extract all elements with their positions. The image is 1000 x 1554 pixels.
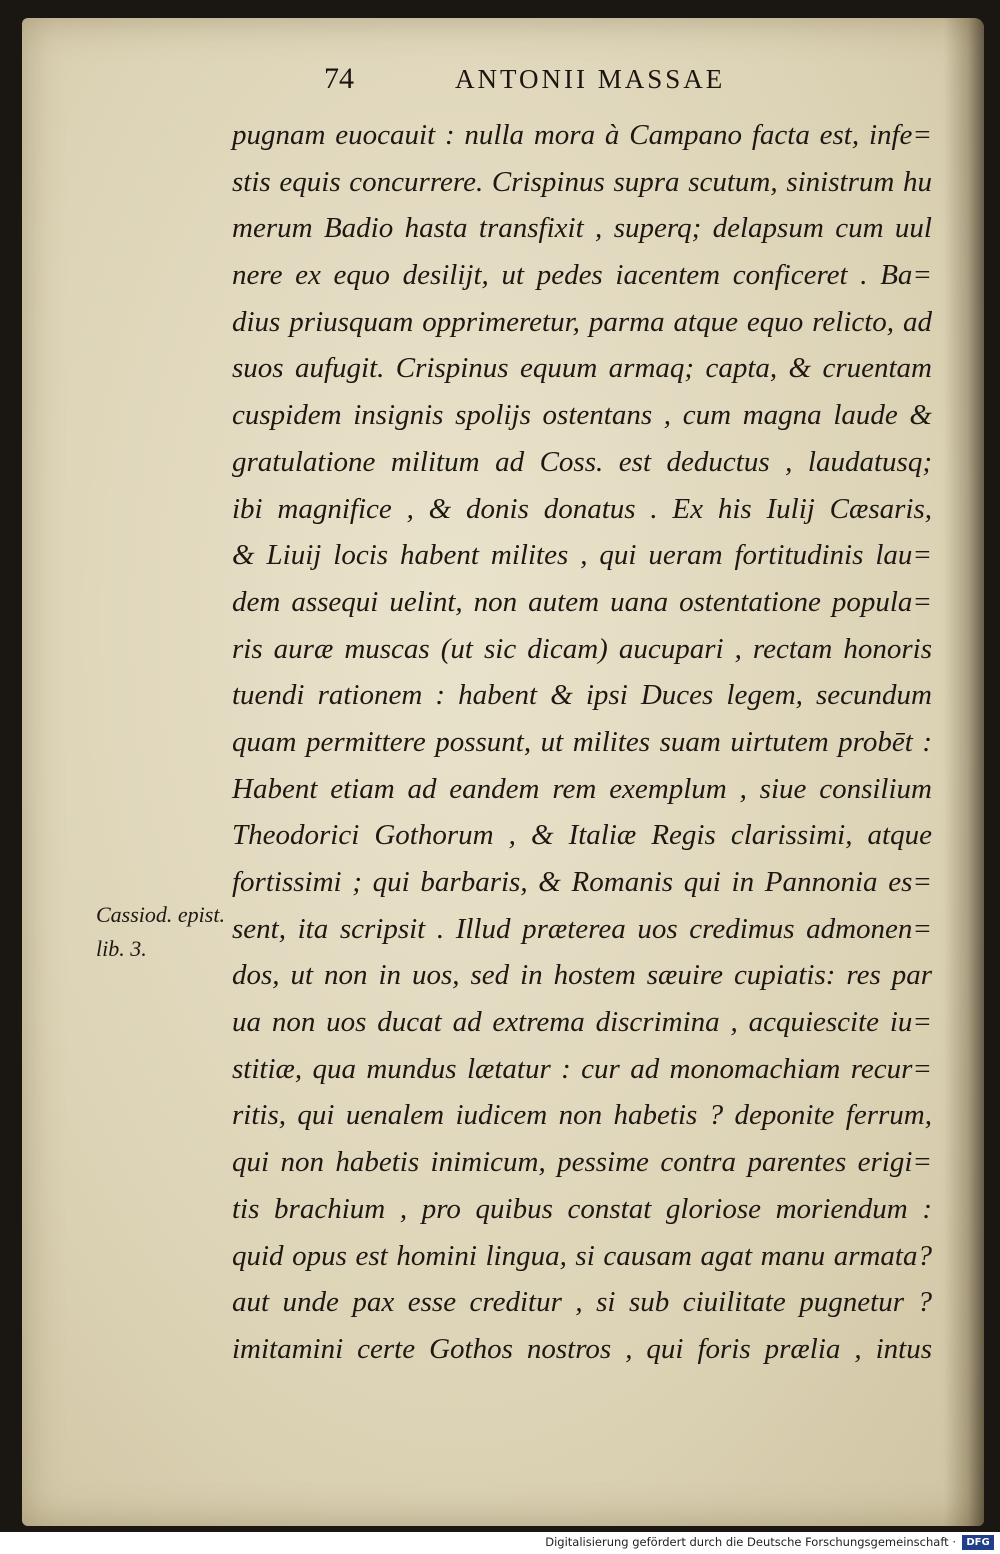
body-text xyxy=(232,112,932,1373)
text-line: merum Badio hasta transfixit , superq; delapsum cum uul xyxy=(232,212,932,245)
text-line: imitamini certe Gothos nostros , qui foris prælia , intus xyxy=(232,1332,932,1365)
text-line: tis brachium , pro quibus constat gloriose moriendum : xyxy=(232,1192,932,1225)
text-line: Theodorici Gothorum , & Italiæ Regis clarissimi, atque xyxy=(232,819,932,852)
marginal-note-line: Cassiod. epist. xyxy=(96,902,225,927)
text-line: stis equis concurrere. Crispinus supra scutum, sinistrum hu xyxy=(232,165,932,198)
text-line: ris auræ muscas (ut sic dicam) aucupari , rectam honoris xyxy=(232,632,932,665)
text-line: stitiæ, qua mundus lætatur : cur ad monomachiam recur= xyxy=(232,1052,932,1085)
text-line: dem assequi uelint, non autem uana ostentatione popula= xyxy=(232,585,932,618)
text-line: Habent etiam ad eandem rem exemplum , siue consilium xyxy=(232,772,932,805)
text-line: gratulatione militum ad Coss. est deductus , laudatusq; xyxy=(232,445,932,478)
funding-credit: Digitalisierung gefördert durch die Deutsche Forschungsgemeinschaft · xyxy=(545,1535,956,1549)
text-line: pugnam euocauit : nulla mora à Campano facta est, infe= xyxy=(232,119,932,151)
text-line: tuendi rationem : habent & ipsi Duces legem, secundum xyxy=(232,679,932,712)
text-line: ua non uos ducat ad extrema discrimina , acquiescite iu= xyxy=(232,1006,932,1039)
text-line: quam permittere possunt, ut milites suam uirtutem probēt : xyxy=(232,725,932,758)
text-line: dius priusquam opprimeretur, parma atque equo relicto, ad xyxy=(232,305,932,338)
text-line: fortissimi ; qui barbaris, & Romanis qui in Pannonia es= xyxy=(232,866,932,898)
marginal-note xyxy=(96,898,225,966)
marginal-note-line: lib. 3. xyxy=(96,936,147,961)
digitization-footer xyxy=(0,1532,1000,1554)
text-line: quid opus est homini lingua, si causam agat manu armata? xyxy=(232,1239,932,1272)
running-head: ANTONII MASSAE xyxy=(455,64,726,94)
page-header xyxy=(22,62,984,102)
text-line: cuspidem insignis spolijs ostentans , cum magna laude & xyxy=(232,399,932,432)
book-page xyxy=(22,18,984,1526)
page-spine-shadow xyxy=(944,18,984,1526)
text-line: suos aufugit. Crispinus equum armaq; capta, & cruentam xyxy=(232,352,932,385)
text-line: ritis, qui uenalem iudicem non habetis ? deponite ferrum, xyxy=(232,1099,932,1132)
dfg-logo-icon: DFG xyxy=(962,1535,994,1550)
text-line: dos, ut non in uos, sed in hostem sæuire cupiatis: res par xyxy=(232,959,932,992)
text-line: sent, ita scripsit . Illud præterea uos credimus admonen= xyxy=(232,912,932,945)
text-line: nere ex equo desilijt, ut pedes iacentem conficeret . Ba= xyxy=(232,259,932,292)
text-line: ibi magnifice , & donis donatus . Ex his Iulij Cæsaris, xyxy=(232,492,932,525)
text-line: & Liuij locis habent milites , qui ueram fortitudinis lau= xyxy=(232,539,932,572)
page-number: 74 xyxy=(324,62,354,95)
text-line: qui non habetis inimicum, pessime contra parentes erigi= xyxy=(232,1146,932,1179)
text-line: aut unde pax esse creditur , si sub ciuilitate pugnetur ? xyxy=(232,1286,932,1319)
